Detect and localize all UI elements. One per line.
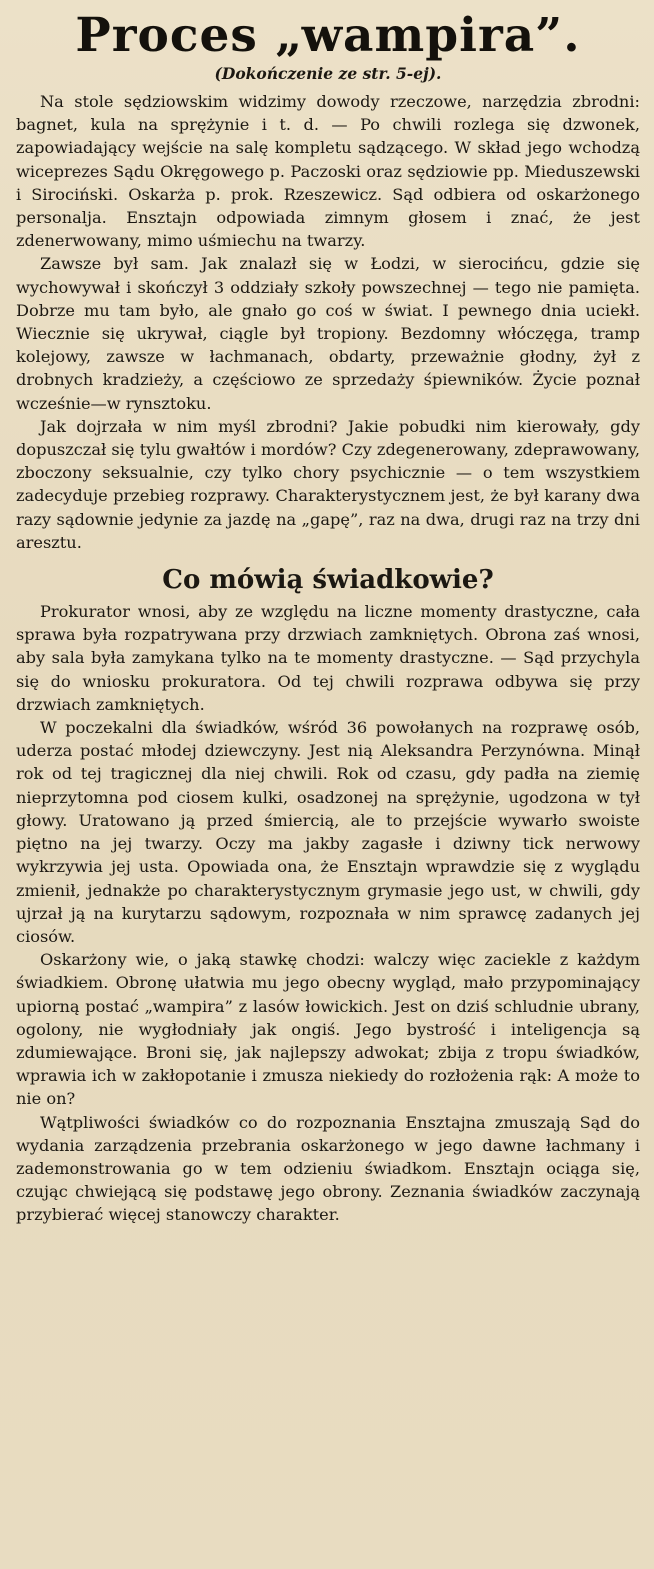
article-title: Proces „wampira”.: [75, 8, 581, 63]
continuation-note: (Dokończenie ze str. 5-ej).: [214, 64, 442, 83]
paragraph: Na stole sędziowskim widzimy dowody rzeczowe, narzędzia zbrodni: bagnet, kula na sprężynie i t. d. — Po chwili rozlega się dzwonek, zapowiadający wejście na salę kompletu sądzącego. W skład jego wchodzą wiceprezes Sądu Okręgowego p. Paczoski oraz sędziowie pp. Mieduszewski i Sirociński. Oskarża p. prok. Rzeszewicz. Sąd odbiera od oskarżonego personalja. Ensztajn odpowiada zimnym głosem i znać, że jest zdenerwowany, mimo uśmiechu na twarzy.: [16, 92, 640, 251]
paragraph: Prokurator wnosi, aby ze względu na liczne momenty drastyczne, cała sprawa była rozpatrywana przy drzwiach zamkniętych. Obrona zaś wnosi, aby sala była zamykana tylko na te momenty drastyczne. — Sąd przychyla się do wniosku prokuratora. Od tej chwili rozprawa odbywa się przy drzwiach zamkniętych.: [16, 602, 640, 714]
section-witnesses: [16, 600, 640, 1226]
paragraph: Jak dojrzała w nim myśl zbrodni? Jakie pobudki nim kierowały, gdy dopuszczał się tylu gwałtów i mordów? Czy zdegenerowany, zdeprawowany, zboczony seksualnie, czy tylko chory psychicznie — o tem wszystkiem zadecyduje przebieg rozprawy. Charakterystycznem jest, że był karany dwa razy sądownie jedynie za jazdę na „gapę”, raz na dwa, drugi raz na trzy dni aresztu.: [16, 416, 640, 552]
section-subheading: Co mówią świadkowie?: [162, 565, 494, 596]
paragraph: Zawsze był sam. Jak znalazł się w Łodzi, w sierocińcu, gdzie się wychowywał i skończył 3 oddziały szkoły powszechnej — tego nie pamięta. Dobrze mu tam było, ale gnało go coś w świat. I pewnego dnia uciekł. Wiecznie się ukrywał, ciągle był tropiony. Bezdomny włóczęga, tramp kolejowy, zawsze w łachmanach, obdarty, przeważnie głodny, żył z drobnych kradzieży, a częściowo ze sprzedaży śpiewników. Życie poznał wcześnie—w rynsztoku.: [16, 254, 640, 413]
section-trial-opening: [16, 90, 640, 554]
paragraph: Wątpliwości świadków co do rozpoznania Ensztajna zmuszają Sąd do wydania zarządzenia przebrania oskarżonego w jego dawne łachmany i zademonstrowania go w tem odzieniu świadkom. Ensztajn ociąga się, czując chwiejącą się podstawę jego obrony. Zeznania świadków zaczynają przybierać więcej stanowczy charakter.: [16, 1112, 640, 1225]
paragraph: W poczekalni dla świadków, wśród 36 powołanych na rozprawę osób, uderza postać młodej dziewczyny. Jest nią Aleksandra Perzynówna. Minął rok od tej tragicznej dla niej chwili. Rok od czasu, gdy padła na ziemię nieprzytomna pod ciosem kulki, osadzonej na sprężynie, ugodzona w tył głowy. Uratowano ją przed śmiercią, ale to przejście wywarło swoiste piętno na jej twarzy. Oczy ma jakby zagasłe i dziwny tick nerwowy wykrzywia jej usta. Opowiada ona, że Ensztajn wprawdzie się z wyglądu zmienił, jednakże po charakterystycznym grymasie jego ust, w chwili, gdy ujrzał ją na kurytarzu sądowym, rozpoznała w nim sprawcę zadanych jej ciosów.: [16, 718, 640, 946]
paragraph: Oskarżony wie, o jaką stawkę chodzi: walczy więc zaciekle z każdym świadkiem. Obronę ułatwia mu jego obecny wygląd, mało przypominający upiorną postać „wampira” z lasów łowickich. Jest on dziś schludnie ubrany, ogolony, nie wygłodniały jak ongiś. Jego bystrość i inteligencja są zdumiewające. Broni się, jak najlepszy adwokat; zbija z tropu świadków, wprawia ich w zakłopotanie i zmusza niekiedy do rozłożenia rąk: A może to nie on?: [16, 950, 640, 1109]
